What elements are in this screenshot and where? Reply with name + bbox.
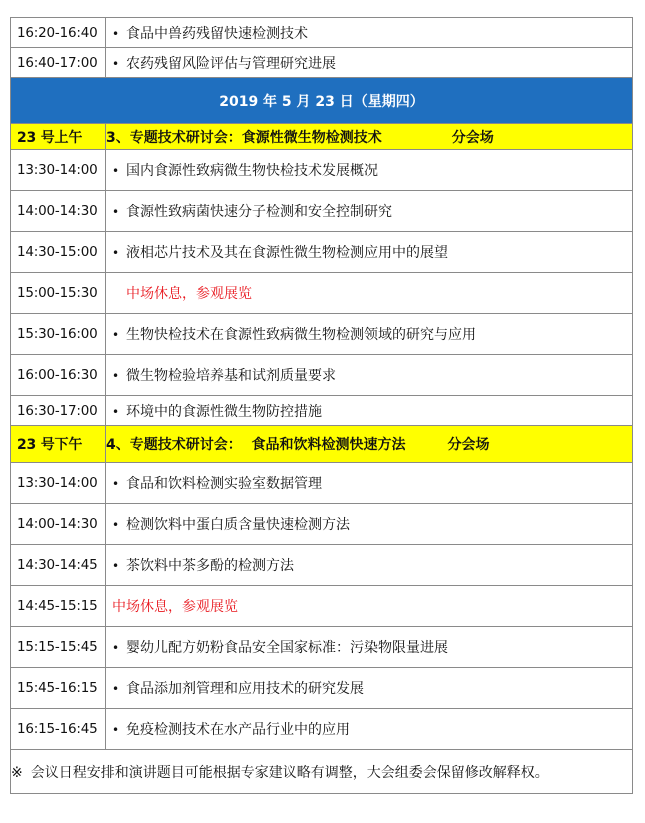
- schedule-row: [11, 463, 633, 504]
- session-header-row: [11, 124, 633, 150]
- session-title: 3、专题技术研讨会：食源性微生物检测技术: [106, 129, 382, 146]
- talk-topic: [106, 191, 633, 232]
- bullet-icon: •: [112, 205, 120, 219]
- topic-text: 国内食源性致病微生物快检技术发展概况: [126, 163, 378, 179]
- time-slot: 14:30-15:00: [11, 232, 106, 273]
- schedule-row: [11, 545, 633, 586]
- talk-topic: [106, 668, 633, 709]
- time-slot: 14:30-14:45: [11, 545, 106, 586]
- bullet-icon: •: [112, 559, 120, 573]
- break-topic: [106, 273, 633, 314]
- bullet-icon: •: [112, 682, 120, 696]
- talk-topic: [106, 48, 633, 78]
- talk-topic: [106, 18, 633, 48]
- time-slot: 16:20-16:40: [11, 18, 106, 48]
- note-row: [11, 750, 633, 794]
- schedule-row: [11, 709, 633, 750]
- topic-text: 农药残留风险评估与管理研究进展: [126, 55, 336, 72]
- session-title: 4、专题技术研讨会： 食品和饮料检测快速方法: [106, 437, 406, 453]
- topic-text: 免疫检测技术在水产品行业中的应用: [126, 722, 350, 738]
- schedule-row: [11, 668, 633, 709]
- bullet-icon: •: [112, 404, 120, 419]
- bullet-icon: •: [112, 641, 120, 655]
- topic-text: 生物快检技术在食源性致病微生物检测领域的研究与应用: [126, 327, 476, 343]
- talk-topic: [106, 463, 633, 504]
- session-label: 23 号上午: [11, 124, 106, 150]
- bullet-icon: •: [112, 723, 120, 737]
- bullet-icon: •: [112, 369, 120, 383]
- time-slot: 16:15-16:45: [11, 709, 106, 750]
- time-slot: 16:40-17:00: [11, 48, 106, 78]
- session-title-cell: [106, 426, 633, 463]
- time-slot: 15:15-15:45: [11, 627, 106, 668]
- topic-text: 微生物检验培养基和试剂质量要求: [126, 368, 336, 384]
- topic-text: 食品添加剂管理和应用技术的研究发展: [126, 681, 364, 697]
- schedule-table: [10, 17, 633, 794]
- date-header: 2019 年 5 月 23 日（星期四）: [11, 78, 633, 124]
- topic-text: 食品和饮料检测实验室数据管理: [126, 476, 322, 492]
- schedule-row: [11, 504, 633, 545]
- break-text: 中场休息，参观展览: [126, 286, 252, 302]
- break-row: [11, 273, 633, 314]
- talk-topic: [106, 355, 633, 396]
- talk-topic: [106, 396, 633, 426]
- time-slot: 16:30-17:00: [11, 396, 106, 426]
- topic-text: 婴幼儿配方奶粉食品安全国家标准：污染物限量进展: [126, 640, 448, 656]
- time-slot: 14:00-14:30: [11, 191, 106, 232]
- talk-topic: [106, 314, 633, 355]
- schedule-row: [11, 396, 633, 426]
- time-slot: 13:30-14:00: [11, 463, 106, 504]
- talk-topic: [106, 232, 633, 273]
- talk-topic: [106, 709, 633, 750]
- schedule-row: [11, 355, 633, 396]
- break-text: 中场休息，参观展览: [112, 599, 238, 615]
- bullet-icon: •: [112, 518, 120, 532]
- topic-text: 茶饮料中茶多酚的检测方法: [126, 558, 294, 574]
- time-slot: 16:00-16:30: [11, 355, 106, 396]
- time-slot: 14:45-15:15: [11, 586, 106, 627]
- topic-text: 检测饮料中蛋白质含量快速检测方法: [126, 517, 350, 533]
- topic-text: 环境中的食源性微生物防控措施: [126, 403, 322, 420]
- schedule-row: [11, 232, 633, 273]
- break-row: [11, 586, 633, 627]
- session-label: 23 号下午: [11, 426, 106, 463]
- bullet-icon: •: [112, 328, 120, 342]
- bullet-icon: •: [112, 477, 120, 491]
- time-slot: 14:00-14:30: [11, 504, 106, 545]
- schedule-row: [11, 191, 633, 232]
- talk-topic: [106, 150, 633, 191]
- schedule-note: [11, 750, 633, 794]
- schedule-row: [11, 627, 633, 668]
- talk-topic: [106, 627, 633, 668]
- time-slot: 15:30-16:00: [11, 314, 106, 355]
- session-header-row: [11, 426, 633, 463]
- time-slot: 15:00-15:30: [11, 273, 106, 314]
- schedule-row: [11, 150, 633, 191]
- topic-text: 食源性致病菌快速分子检测和安全控制研究: [126, 204, 392, 220]
- time-slot: 15:45-16:15: [11, 668, 106, 709]
- bullet-icon: •: [112, 164, 120, 178]
- session-venue: 分会场: [447, 437, 490, 453]
- talk-topic: [106, 504, 633, 545]
- schedule-row: [11, 314, 633, 355]
- topic-text: 液相芯片技术及其在食源性微生物检测应用中的展望: [126, 245, 448, 261]
- session-venue: 分会场: [451, 129, 494, 146]
- break-topic: [106, 586, 633, 627]
- time-slot: 13:30-14:00: [11, 150, 106, 191]
- bullet-icon: •: [112, 26, 120, 41]
- bullet-icon: •: [112, 246, 120, 260]
- schedule-row: [11, 48, 633, 78]
- note-text: 会议日程安排和演讲题目可能根据专家建议略有调整，大会组委会保留修改解释权。: [30, 764, 549, 781]
- talk-topic: [106, 545, 633, 586]
- topic-text: 食品中兽药残留快速检测技术: [126, 25, 308, 42]
- bullet-icon: •: [112, 56, 120, 71]
- session-title-cell: [106, 124, 633, 150]
- reference-mark-icon: ※: [11, 764, 23, 781]
- schedule-row: [11, 18, 633, 48]
- date-header-row: [11, 78, 633, 124]
